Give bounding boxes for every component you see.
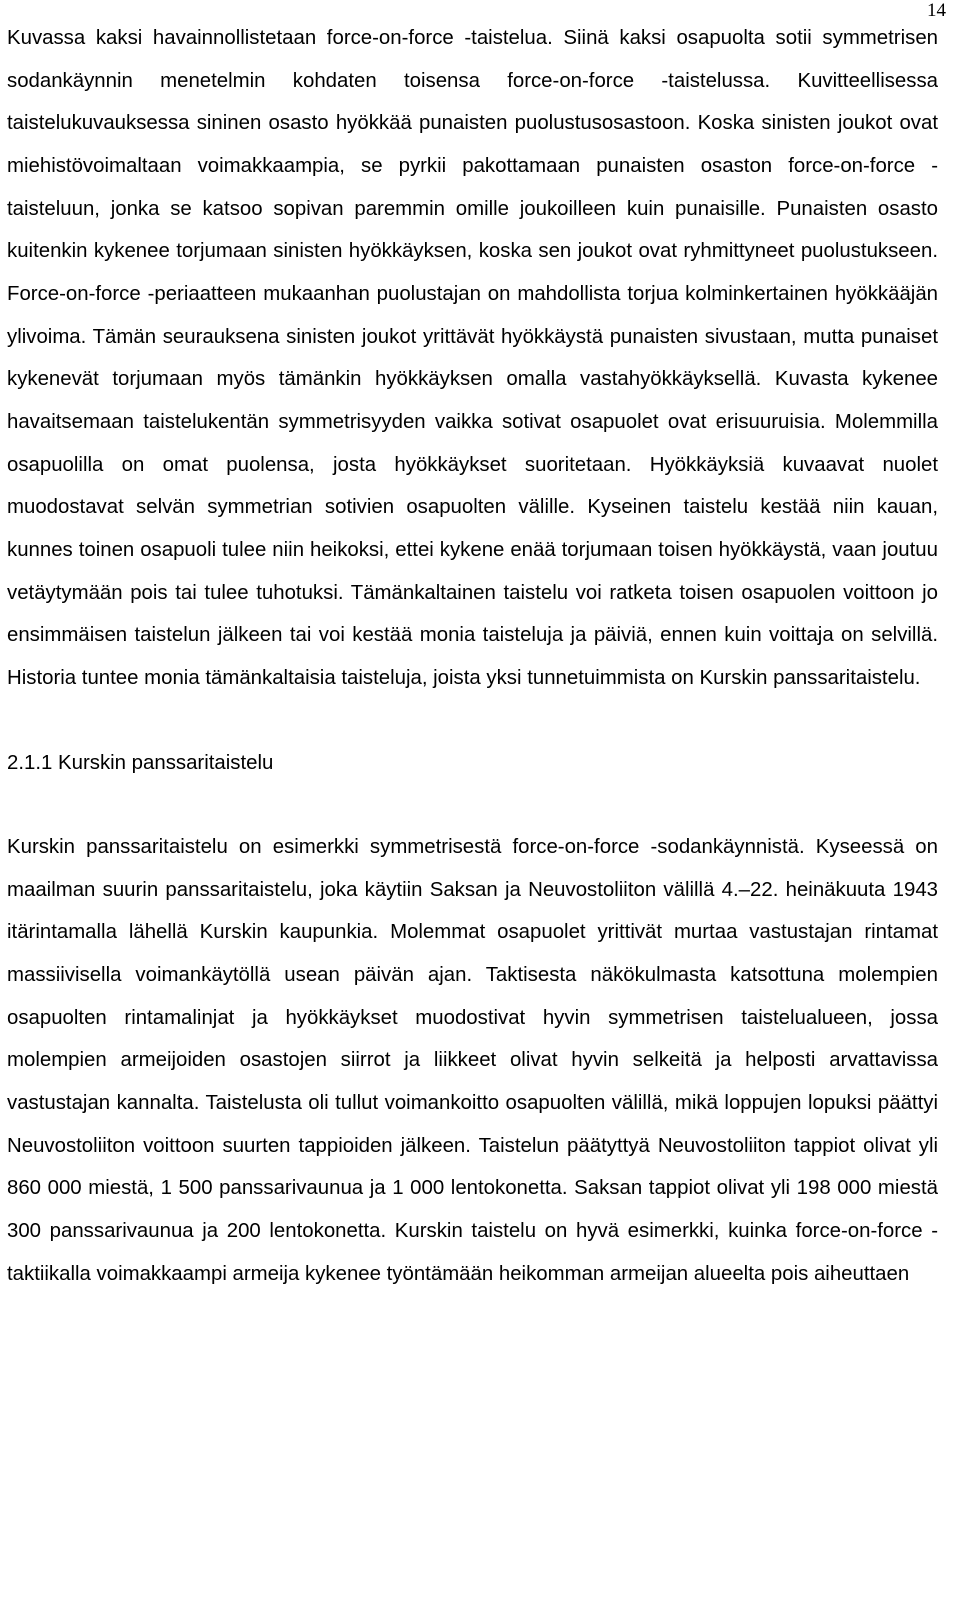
page-number: 14 xyxy=(927,0,946,21)
paragraph-kursk: Kurskin panssaritaistelu on esimerkki symmetrisestä force-on-force -sodankäynnistä. Kyseessä on maailman suurin panssaritaistelu, joka käytiin Saksan ja Neuvostoliiton välillä 4.–22. heinäkuuta 1943 itärintamalla lähellä Kurskin kaupunkia. Molemmat osapuolet yrittivät murtaa vastustajan rintamat massiivisella voimankäytöllä usean päivän ajan. Taktisesta näkökulmasta katsottuna molempien osapuolten rintamalinjat ja hyökkäykset muodostivat hyvin symmetrisen taistelualueen, jossa molempien armeijoiden osastojen siirrot ja liikkeet olivat hyvin selkeitä ja helposti arvattavissa vastustajan kannalta. Taistelusta oli tullut voimankoitto osapuolten välillä, mikä loppujen lopuksi päättyi Neuvostoliiton voittoon suurten tappioiden jälkeen. Taistelun päätyttyä Neuvostoliiton tappiot olivat yli 860 000 miestä, 1 500 panssarivaunua ja 1 000 lentokonetta. Saksan tappiot olivat yli 198 000 miestä 300 panssarivaunua ja 200 lentokonetta. Kurskin taistelu on hyvä esimerkki, kuinka force-on-force -taktiikalla voimakkaampi armeija kykenee työntämään heikomman armeijan alueelta pois aiheuttaen xyxy=(7,836,938,1285)
section-heading-kursk: 2.1.1 Kurskin panssaritaistelu xyxy=(7,751,274,774)
paragraph-force-on-force: Kuvassa kaksi havainnollistetaan force-on-force -taistelua. Siinä kaksi osapuolta sotii symmetrisen sodankäynnin menetelmin kohdaten toisensa force-on-force -taistelussa. Kuvitteellisessa taistelukuvauksessa sininen osasto hyökkää punaisten puolustusosastoon. Koska sinisten joukot ovat miehistövoimaltaan voimakkaampia, se pyrkii pakottamaan punaisten osaston force-on-force -taisteluun, jonka se katsoo sopivan paremmin omille joukoilleen kuin punaisille. Punaisten osasto kuitenkin kykenee torjumaan sinisten hyökkäyksen, koska sen joukot ovat ryhmittyneet puolustukseen. Force-on-force -periaatteen mukaanhan puolustajan on mahdollista torjua kolminkertainen hyökkääjän ylivoima. Tämän seurauksena sinisten joukot yrittävät hyökkäystä punaisten sivustaan, mutta punaiset kykenevät torjumaan myös tämänkin hyökkäyksen omalla vastahyökkäyksellä. Kuvasta kykenee havaitsemaan taistelukentän symmetrisyyden vaikka sotivat osapuolet ovat erisuuruisia. Molemmilla osapuolilla on omat puolensa, josta hyökkäykset suoritetaan. Hyökkäyksiä kuvaavat nuolet muodostavat selvän symmetrian sotivien osapuolten välille. Kyseinen taistelu kestää niin kauan, kunnes toinen osapuoli tulee niin heikoksi, ettei kykene enää torjumaan toisen hyökkäystä, vaan joutuu vetäytymään pois tai tulee tuhotuksi. Tämänkaltainen taistelu voi ratketa toisen osapuolen voittoon jo ensimmäisen taistelun jälkeen tai voi kestää monia taisteluja ja päiviä, ennen kuin voittaja on selvillä. Historia tuntee monia tämänkaltaisia taisteluja, joista yksi tunnetuimmista on Kurskin panssaritaistelu. xyxy=(7,27,938,689)
